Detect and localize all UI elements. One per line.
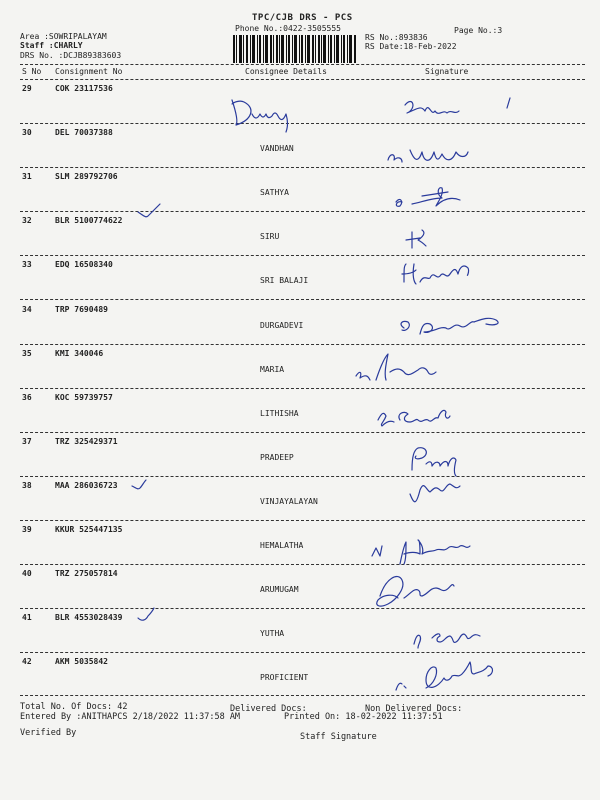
- row-sno: 40: [22, 569, 32, 578]
- row-sno: 34: [22, 305, 32, 314]
- signature-40: [377, 577, 454, 607]
- row-consignment-number: MAA 286036723: [55, 481, 118, 490]
- signature-39: [372, 540, 470, 564]
- footer-rule: [20, 695, 585, 696]
- signature-31: [396, 188, 460, 207]
- row-consignment-number: KKUR 525447135: [55, 525, 123, 534]
- signature-42: [396, 662, 493, 690]
- row-consignment-number: SLM 289792706: [55, 172, 118, 181]
- area-label: Area :SOWRIPALAYAM: [20, 32, 107, 41]
- row-sno: 41: [22, 613, 32, 622]
- total-docs: Total No. Of Docs: 42: [20, 702, 128, 712]
- row-divider: [20, 211, 585, 212]
- staff-signature-label: Staff Signature: [300, 732, 377, 742]
- signature-36: [378, 410, 450, 426]
- row-consignee-name: LITHISHA: [260, 409, 299, 418]
- row-consignee-name: SRI BALAJI: [260, 276, 309, 285]
- row-sno: 36: [22, 393, 32, 402]
- row-sno: 38: [22, 481, 32, 490]
- page-number: Page No.:3: [454, 26, 503, 35]
- row-sno: 33: [22, 260, 32, 269]
- printed-on: Printed On: 18-02-2022 11:37:51: [284, 712, 443, 722]
- row-consignment-number: TRP 7690489: [55, 305, 108, 314]
- row-consignment-number: BLR 4553028439: [55, 613, 123, 622]
- signature-37: [412, 448, 456, 476]
- row-consignee-name: SIRU: [260, 232, 280, 241]
- row-divider: [20, 476, 585, 477]
- row-consignee-name: ARUMUGAM: [260, 585, 299, 594]
- signature-29: [232, 98, 510, 132]
- row-consignee-name: VINJAYALAYAN: [260, 497, 318, 506]
- drs-number: DRS No. :DCJB89383603: [20, 51, 122, 60]
- row-consignment-number: AKM 5035842: [55, 657, 108, 666]
- row-consignee-name: YUTHA: [260, 629, 285, 638]
- delivered-docs: Delivered Docs:: [230, 704, 307, 714]
- row-consignment-number: DEL 70037388: [55, 128, 113, 137]
- row-sno: 29: [22, 84, 32, 93]
- verified-by: Verified By: [20, 728, 77, 738]
- col-sno-header: S No: [22, 67, 42, 76]
- row-sno: 35: [22, 349, 32, 358]
- row-consignment-number: KOC 59739757: [55, 393, 113, 402]
- phone-number: Phone No.:0422-3505555: [235, 24, 341, 33]
- row-consignee-name: HEMALATHA: [260, 541, 304, 550]
- row-sno: 32: [22, 216, 32, 225]
- signature-41: [138, 608, 480, 648]
- signature-33: [402, 264, 469, 284]
- row-sno: 30: [22, 128, 32, 137]
- row-consignee-name: SATHYA: [260, 188, 289, 197]
- signature-35: [356, 354, 436, 380]
- sheet-title: TPC/CJB DRS - PCS: [252, 13, 353, 23]
- row-divider: [20, 432, 585, 433]
- row-consignee-name: PROFICIENT: [260, 673, 309, 682]
- col-consignee-header: Consignee Details: [245, 67, 327, 76]
- row-consignee-name: VANDHAN: [260, 144, 294, 153]
- row-divider: [20, 344, 585, 345]
- entered-by: Entered By :ANITHAPCS 2/18/2022 11:37:58 AM: [20, 712, 241, 722]
- signature-34: [401, 318, 498, 334]
- row-consignee-name: PRADEEP: [260, 453, 294, 462]
- row-consignment-number: COK 23117536: [55, 84, 113, 93]
- header-rule-bottom: [20, 79, 585, 80]
- row-consignee-name: DURGADEVI: [260, 321, 304, 330]
- row-divider: [20, 255, 585, 256]
- barcode-image: [233, 35, 357, 63]
- row-divider: [20, 520, 585, 521]
- row-consignee-name: MARIA: [260, 365, 285, 374]
- col-signature-header: Signature: [425, 67, 469, 76]
- row-consignment-number: BLR 5100774622: [55, 216, 123, 225]
- row-divider: [20, 652, 585, 653]
- row-divider: [20, 564, 585, 565]
- header-rule-top: [20, 64, 585, 65]
- row-consignment-number: EDQ 16508340: [55, 260, 113, 269]
- row-sno: 42: [22, 657, 32, 666]
- col-consignment-header: Consignment No: [55, 67, 123, 76]
- row-sno: 39: [22, 525, 32, 534]
- row-divider: [20, 167, 585, 168]
- row-divider: [20, 608, 585, 609]
- rs-date: RS Date:18-Feb-2022: [365, 42, 457, 51]
- non-delivered-docs: Non Delivered Docs:: [365, 704, 463, 714]
- signature-30: [388, 150, 468, 162]
- row-sno: 31: [22, 172, 32, 181]
- row-consignment-number: TRZ 275057814: [55, 569, 118, 578]
- row-sno: 37: [22, 437, 32, 446]
- row-divider: [20, 388, 585, 389]
- row-divider: [20, 123, 585, 124]
- row-divider: [20, 299, 585, 300]
- row-consignment-number: TRZ 325429371: [55, 437, 118, 446]
- staff-label: Staff :CHARLY: [20, 41, 83, 50]
- rs-number: RS No.:893836: [365, 33, 428, 42]
- row-consignment-number: KMI 340046: [55, 349, 104, 358]
